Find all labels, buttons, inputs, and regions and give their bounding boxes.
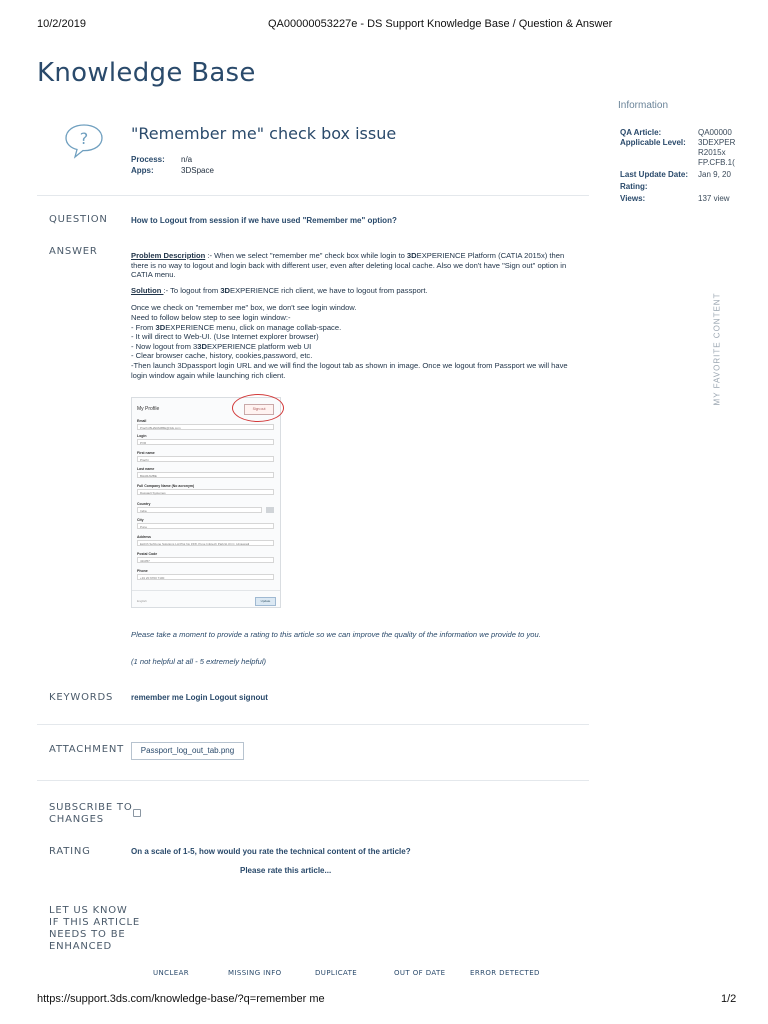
step-text: - From <box>131 322 156 332</box>
apps-value: 3DSpace <box>181 166 214 175</box>
highlight-circle <box>232 394 284 422</box>
ss-input: 411057 <box>137 557 274 563</box>
ss-input: PVR <box>137 439 274 445</box>
feedback-label-line: ENHANCED <box>49 941 113 952</box>
ss-label: Full Company Name (No acronym) <box>137 484 195 488</box>
solution-heading: Solution <box>131 285 164 295</box>
ss-input: Pune <box>137 523 274 529</box>
ss-label: Last name <box>137 467 155 471</box>
ss-label: Phone <box>137 569 148 573</box>
solution-text: EXPERIENCE rich client, we have to logout from passport. <box>230 285 428 295</box>
brand-3d: 3D <box>197 341 207 351</box>
question-label: QUESTION <box>49 214 108 225</box>
ss-label: Address <box>137 535 152 539</box>
ss-input: BHARAMBE <box>137 472 274 478</box>
step-4: - Clear browser cache, history, cookies,password, etc. <box>131 351 313 361</box>
info-row-rating <box>620 182 768 192</box>
step-text: - Now logout from 3 <box>131 341 198 351</box>
question-bubble-icon <box>63 122 105 156</box>
feedback-missing-info[interactable]: MISSING INFO <box>228 969 282 977</box>
ss-label: First name <box>137 451 155 455</box>
article-meta <box>131 154 214 176</box>
ss-divider <box>132 590 280 591</box>
rating-question: On a scale of 1-5, how would you rate the technical content of the article? <box>131 847 411 856</box>
ss-input: Prachi <box>137 456 274 462</box>
ss-label: Email <box>137 419 147 423</box>
ss-input: Dassault Systemes <box>137 489 274 495</box>
page-title: Knowledge Base <box>37 58 256 88</box>
problem-text: EXPERIENCE Platform (CATIA 2015x) then there is no way to logout and login back with different user, even after deleting local cache. Also we don't have "Sign out" option in CATIA menu. <box>131 251 567 280</box>
screenshot-sign-out: Sign out <box>244 404 274 415</box>
brand-3d: 3D <box>406 251 417 260</box>
step-intro-2: Need to follow below step to see login window:- <box>131 312 291 322</box>
attachment-link[interactable]: Passport_log_out_tab.png <box>131 742 244 760</box>
feedback-label-line: NEEDS TO BE <box>49 929 126 940</box>
solution-text: :- To logout from <box>163 285 221 295</box>
print-date: 10/2/2019 <box>37 18 86 30</box>
rating-prompt: Please take a moment to provide a rating to this article so we can improve the quality of the information we provide to you. <box>131 630 541 639</box>
divider <box>37 724 589 725</box>
rating-scale-hint: (1 not helpful at all - 5 extremely helpful) <box>131 657 267 666</box>
info-row-last-update <box>620 170 768 180</box>
info-key: Applicable Level: <box>620 138 686 147</box>
process-label: Process: <box>131 155 165 164</box>
ss-language: English <box>137 599 147 603</box>
step-text: EXPERIENCE platform web UI <box>206 341 312 351</box>
info-value: Jan 9, 20 <box>698 170 731 179</box>
attachment-label: ATTACHMENT <box>49 744 125 755</box>
ss-label: City <box>137 518 144 522</box>
keywords-label: KEYWORDS <box>49 692 114 703</box>
process-value: n/a <box>181 155 193 164</box>
info-value: QA00000 <box>698 128 732 137</box>
svg-text:?: ? <box>79 129 89 148</box>
question-text: How to Logout from session if we have used "Remember me" option? <box>131 216 397 225</box>
step-1 <box>131 323 583 333</box>
article-title: "Remember me" check box issue <box>131 124 397 143</box>
print-url: https://support.3ds.com/knowledge-base/?q=remember me <box>37 993 325 1005</box>
keywords-text: remember me Login Logout signout <box>131 693 268 702</box>
ss-input: +91 20 6700 7100 <box>137 574 274 580</box>
side-tab-label: MY FAVORITE CONTENT <box>712 292 722 406</box>
info-key: Last Update Date: <box>620 170 689 179</box>
rating-label: RATING <box>49 846 91 857</box>
feedback-error-detected[interactable]: ERROR DETECTED <box>470 969 540 977</box>
ss-input: Prachi.BHARAMBE@3ds.com <box>137 424 274 430</box>
rate-article-link[interactable]: Please rate this article... <box>240 866 332 875</box>
my-favorite-content-tab[interactable] <box>711 294 723 404</box>
apps-label: Apps: <box>131 166 154 175</box>
ss-input: Eighth Softzone Solutions Ltd Plot No 15/8, Pune Infotech Park/H.I.D.C, Hinjewadi <box>137 540 274 546</box>
information-title: Information <box>618 100 669 111</box>
screenshot-title: My Profile <box>137 406 160 412</box>
step-2: - It will direct to Web-UI. (Use Internet explorer browser) <box>131 332 319 342</box>
info-key: QA Article: <box>620 128 662 137</box>
feedback-duplicate[interactable]: DUPLICATE <box>315 969 358 977</box>
problem-text: :- When we select "remember me" check box while login to <box>205 251 407 260</box>
feedback-label <box>49 905 140 953</box>
step-5: -Then launch 3Dpassport login URL and we will find the logout tab as shown in image. Once we logout from Passport we will have login window again while launching rich client. <box>131 360 568 380</box>
print-page-title: QA00000053227e - DS Support Knowledge Base / Question & Answer <box>268 18 613 30</box>
ss-dropdown-button <box>266 507 274 513</box>
brand-3d: 3D <box>220 285 231 295</box>
print-page-number: 1/2 <box>721 993 737 1005</box>
info-value: 3DEXPER R2015x FP.CFB.1( <box>698 138 736 167</box>
problem-heading: Problem Description <box>131 251 206 260</box>
step-text: EXPERIENCE menu, click on manage collab-space. <box>165 322 342 332</box>
feedback-label-line: IF THIS ARTICLE <box>49 917 140 928</box>
info-row-views <box>620 194 768 204</box>
answer-label: ANSWER <box>49 246 98 257</box>
subscribe-label-line: SUBSCRIBE TO <box>49 802 133 813</box>
subscribe-checkbox[interactable] <box>133 809 141 817</box>
ss-label: Country <box>137 502 151 506</box>
info-value: 137 view <box>698 194 730 203</box>
answer-body <box>131 251 583 380</box>
ss-update-button: Update <box>255 597 276 606</box>
step-intro-1: Once we check on "remember me" box, we don't see login window. <box>131 303 357 313</box>
brand-3d: 3D <box>155 322 166 332</box>
divider <box>37 195 589 196</box>
info-row-applicable-level <box>620 138 768 168</box>
ss-label: Login <box>137 434 147 438</box>
subscribe-label <box>49 802 133 826</box>
subscribe-label-line: CHANGES <box>49 814 104 825</box>
info-key: Views: <box>620 194 646 203</box>
feedback-label-line: LET US KNOW <box>49 905 128 916</box>
divider <box>37 780 589 781</box>
info-key: Rating: <box>620 182 648 191</box>
profile-screenshot-image <box>131 397 281 608</box>
ss-label: Postal Code <box>137 552 158 556</box>
feedback-unclear[interactable]: UNCLEAR <box>153 969 190 977</box>
info-row-qa-article <box>620 128 768 138</box>
feedback-out-of-date[interactable]: OUT OF DATE <box>394 969 446 977</box>
step-3 <box>131 342 583 352</box>
ss-input: India <box>137 507 262 513</box>
information-panel <box>620 128 768 204</box>
